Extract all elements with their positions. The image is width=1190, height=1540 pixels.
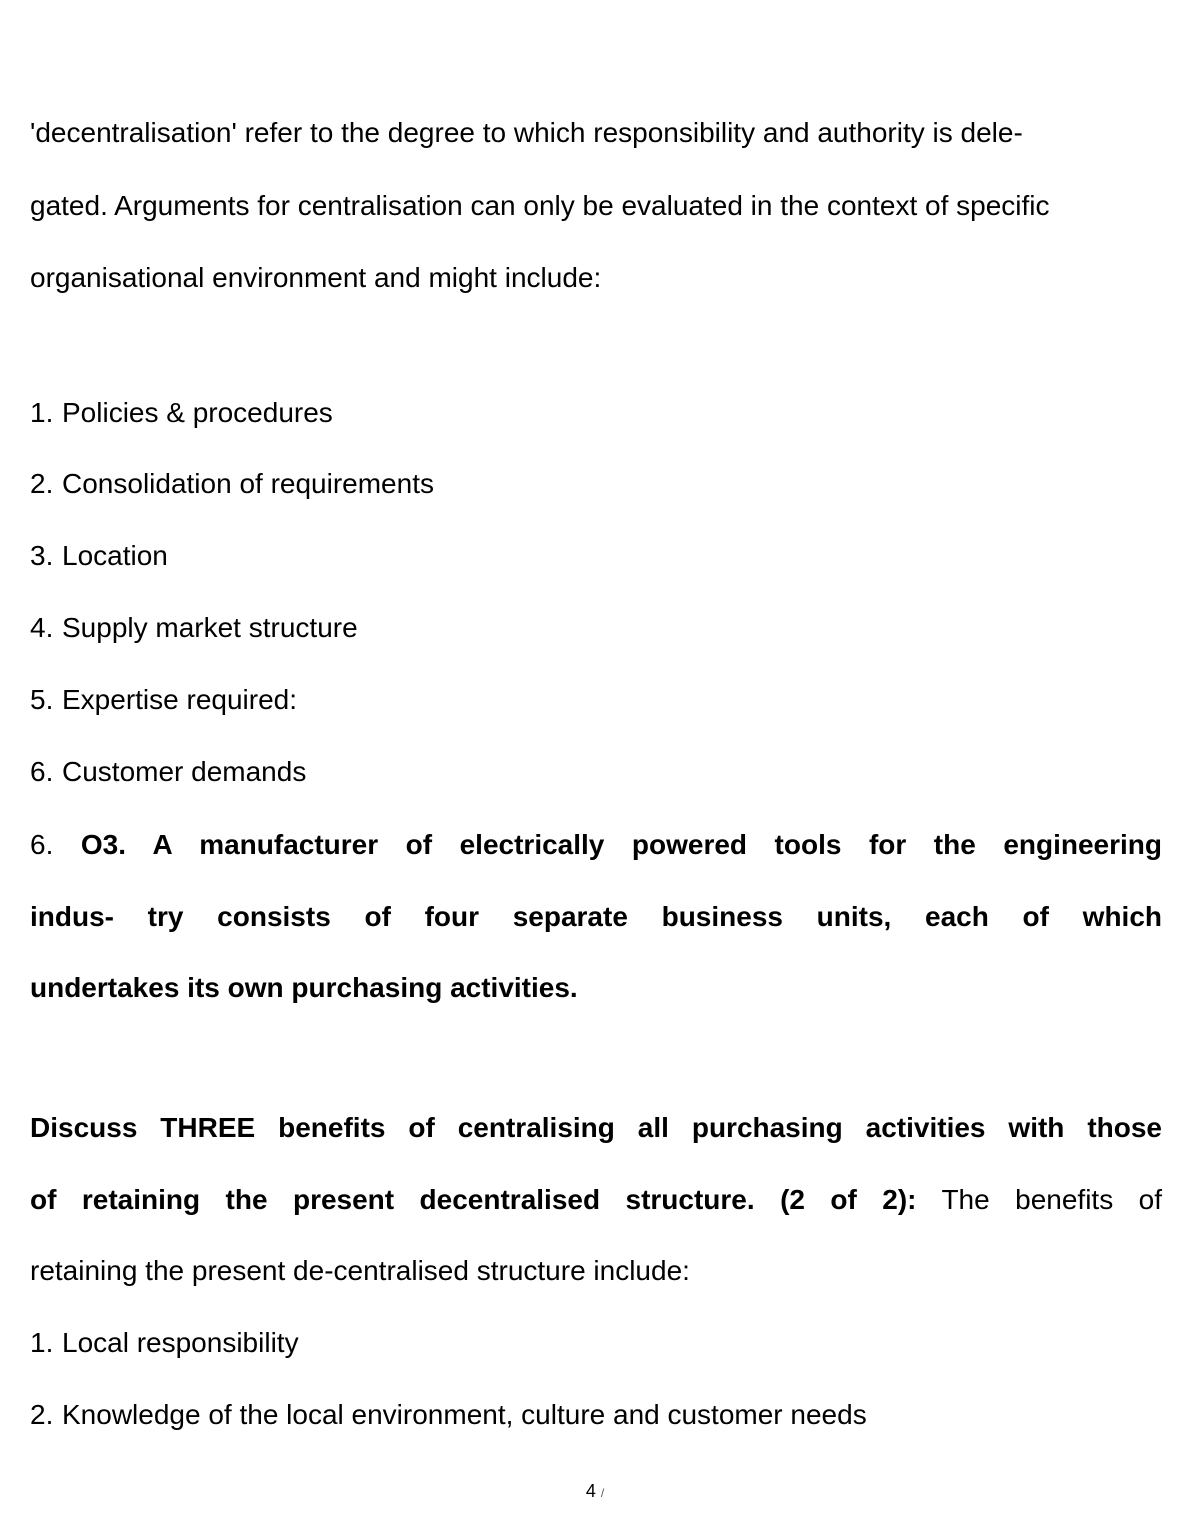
discuss-line-2-normal: The benefits of	[941, 1184, 1162, 1215]
list-item	[30, 396, 333, 430]
list-item-number: 2.	[30, 468, 54, 499]
intro-line-1: 'decentralisation' refer to the degree to which responsibility and authority is dele-	[30, 117, 1023, 148]
page-separator: /	[600, 1486, 605, 1500]
list-item	[30, 1398, 867, 1432]
list-item	[30, 683, 297, 717]
discuss-line-1: Discuss THREE benefits of centralising all purchasing activities with those	[30, 1112, 1162, 1143]
intro-line-3: organisational environment and might include:	[30, 262, 602, 293]
list-item-number: 5.	[30, 684, 54, 715]
list-item-text: Location	[62, 540, 168, 571]
page-footer	[0, 1480, 1190, 1504]
question-line-2: indus- try consists of four separate business units, each of which	[30, 901, 1162, 932]
list-item-text: Supply market structure	[62, 612, 358, 643]
list-item-number: 1.	[30, 1327, 54, 1358]
list-item	[30, 1326, 299, 1360]
document-page	[30, 0, 1162, 1540]
list-item-number: 3.	[30, 540, 54, 571]
list-item	[30, 611, 358, 645]
list-item-text: Expertise required:	[62, 684, 298, 715]
list-item-number: 2.	[30, 1399, 54, 1430]
list-item	[30, 539, 168, 573]
discuss-line-2-bold: of retaining the present decentralised structure. (2 of 2):	[30, 1184, 917, 1215]
question-line-3: undertakes its own purchasing activities.	[30, 972, 578, 1003]
question-text-line-1: O3. A manufacturer of electrically powered tools for the engineering	[80, 829, 1163, 860]
question-number: 6.	[30, 829, 54, 860]
list-item-text: Policies & procedures	[62, 397, 333, 428]
discuss-line-2	[30, 1183, 1162, 1217]
page-number: 4	[585, 1481, 596, 1501]
list-item-text: Consolidation of requirements	[62, 468, 434, 499]
list-item	[30, 755, 306, 789]
intro-line-2: gated. Arguments for centralisation can only be evaluated in the context of specific	[30, 190, 1050, 221]
list-item-text: Knowledge of the local environment, culture and customer needs	[62, 1399, 867, 1430]
list-item-number: 4.	[30, 612, 54, 643]
list-item	[30, 467, 434, 501]
discuss-line-3: retaining the present de-centralised structure include:	[30, 1255, 690, 1286]
list-item-number: 1.	[30, 397, 54, 428]
list-item-text: Local responsibility	[62, 1327, 299, 1358]
list-item-text: Customer demands	[62, 756, 307, 787]
list-item-number: 6.	[30, 756, 54, 787]
question-line-1	[30, 828, 1162, 862]
